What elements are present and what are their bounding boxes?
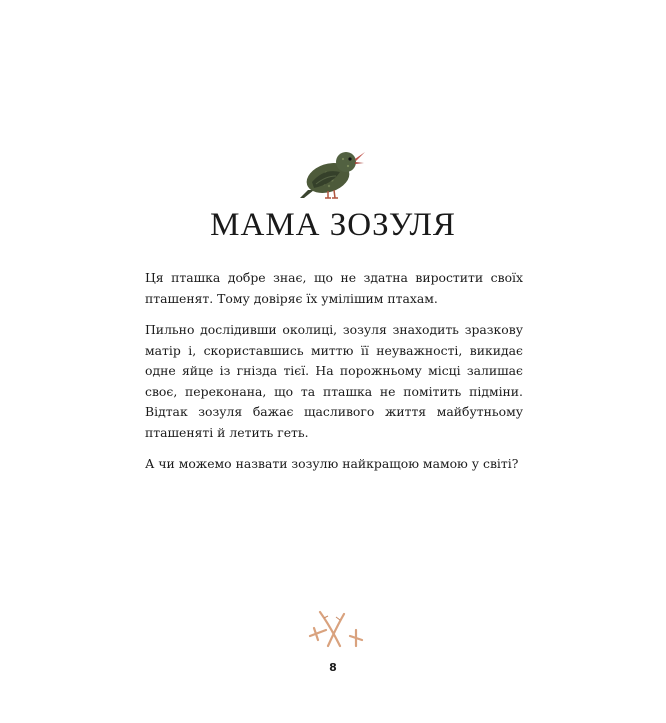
cuckoo-bird-illustration — [298, 140, 368, 202]
paragraph: А чи можемо назвати зозулю найкращою мамою у світі? — [145, 456, 519, 471]
page-number: 8 — [329, 661, 337, 674]
paragraph: Ця пташка добре знає, що не здатна виростити своїх пташенят. Тому довіряє їх умілішим птахам. — [145, 270, 523, 306]
chapter-title: МАМА ЗОЗУЛЯ — [210, 207, 456, 243]
body-text — [145, 268, 523, 486]
paragraph: Пильно дослідивши околиці, зозуля знаходить зразкову матір і, скориставшись миттю її неуважності, викидає одне яйце із гнізда тієї. На порожньому місці залишає своє, переконана, що та пташка не помітить підміни. Відтак зозуля бажає щасливого життя майбутньому пташеняті й летить геть. — [145, 322, 523, 440]
crossed-twigs-ornament — [306, 606, 366, 654]
